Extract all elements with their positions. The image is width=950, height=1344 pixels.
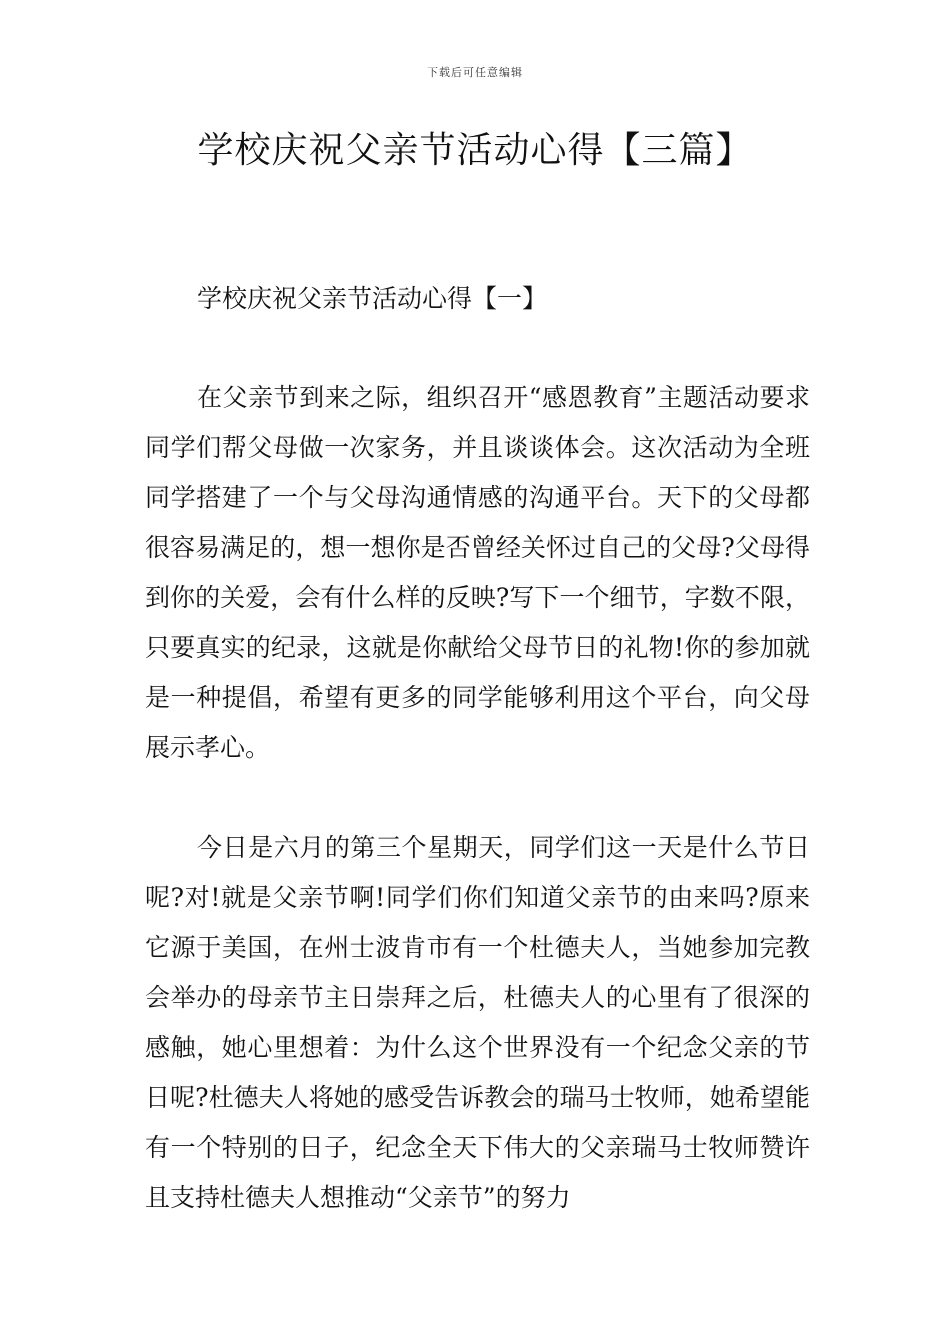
section-title: 学校庆祝父亲节活动心得【一】	[197, 284, 548, 313]
document-title: 学校庆祝父亲节活动心得【三篇】	[197, 130, 753, 171]
header-note: 下载后可任意编辑	[427, 66, 523, 79]
body-paragraph-2: 今日是六月的第三个星期天，同学们这一天是什么节日呢?对!就是父亲节啊!同学们你们知道父亲节的由来吗?原来它源于美国，在州士波肯市有一个杜德夫人，当她参加完教会举办的母亲节主日崇拜之后，杜德夫人的心里有了很深的感触，她心里想着：为什么这个世界没有一个纪念父亲的节日呢?杜德夫人将她的感受告诉教会的瑞马士牧师，她希望能有一个特别的日子，纪念全天下伟大的父亲瑞马士牧师赞许且支持杜德夫人想推动“父亲节”的努力	[145, 833, 810, 1212]
body-paragraph-1: 在父亲节到来之际，组织召开“感恩教育”主题活动要求同学们帮父母做一次家务，并且谈谈体会。这次活动为全班同学搭建了一个与父母沟通情感的沟通平台。天下的父母都很容易满足的，想一想你是否曾经关怀过自己的父母?父母得到你的关爱，会有什么样的反映?写下一个细节，字数不限，只要真实的纪录，这就是你献给父母节日的礼物!你的参加就是一种提倡，希望有更多的同学能够利用这个平台，向父母展示孝心。	[145, 383, 810, 762]
